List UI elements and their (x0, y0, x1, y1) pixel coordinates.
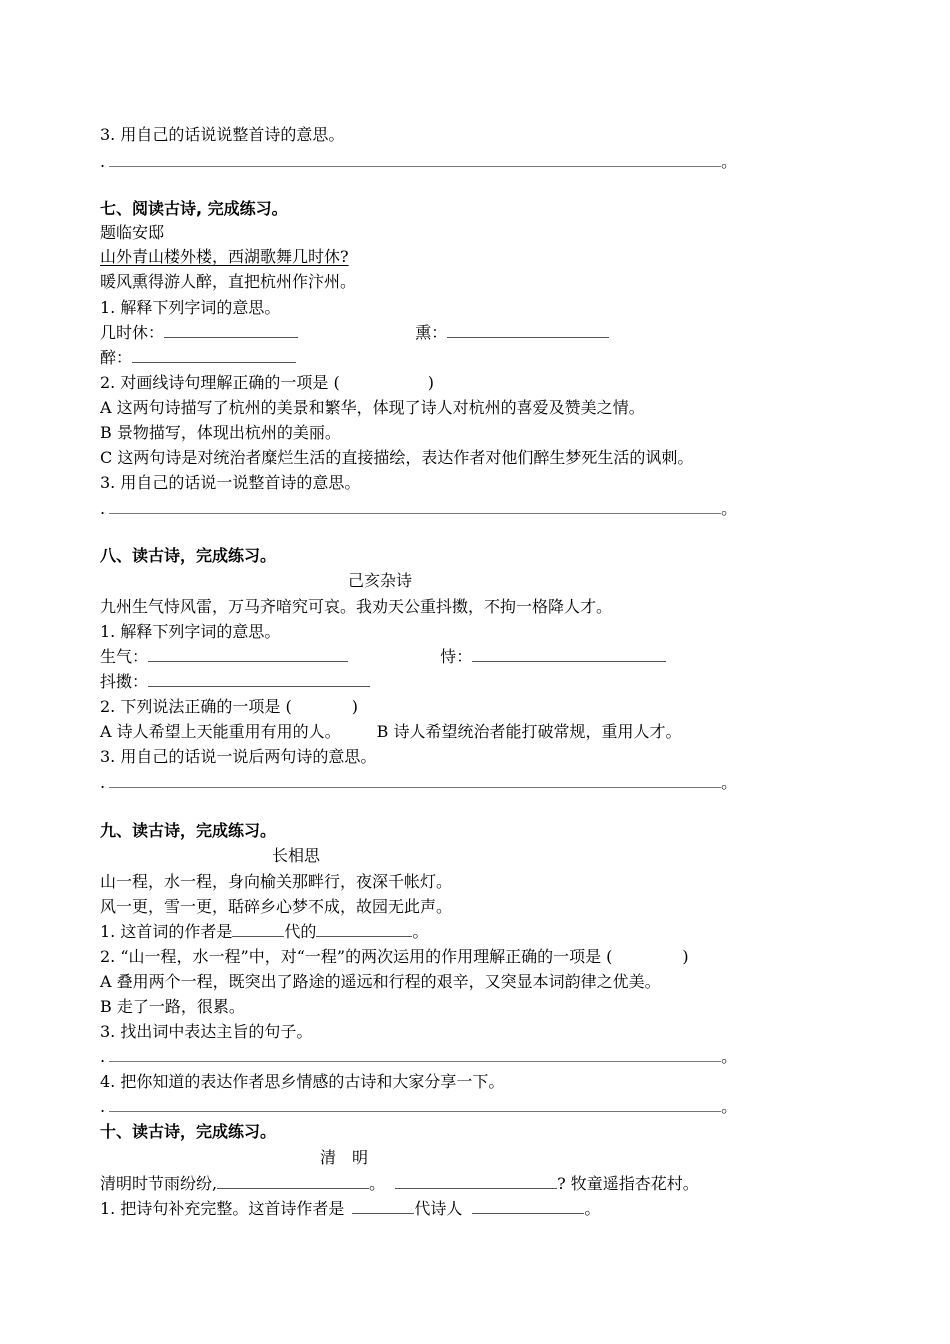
answer-lead: . (100, 1047, 106, 1066)
answer-rule (109, 1047, 721, 1062)
s9-question-2-text: 2. “山一程，水一程”中，对“一程”的两次运用的作用理解正确的一项是 ( (100, 947, 613, 966)
s7-question-2-text: 2. 对画线诗句理解正确的一项是 ( (100, 373, 340, 392)
s7-word-1-blank[interactable] (164, 323, 298, 338)
s7-word-3: 醉： (100, 348, 133, 367)
s9-question-1 (100, 921, 428, 943)
s8-question-2-text: 2. 下列说法正确的一项是 ( (100, 697, 292, 716)
answer-end: 。 (721, 773, 738, 792)
s9-question-2-close: ) (682, 947, 689, 966)
s9-answer-line-1[interactable] (100, 1046, 737, 1068)
s8-options (100, 721, 682, 743)
answer-lead: . (100, 1097, 106, 1116)
s9-question-4: 4. 把你知道的表达作者思乡情感的古诗和大家分享一下。 (100, 1072, 505, 1091)
answer-rule (109, 499, 721, 514)
s7-question-1: 1. 解释下列字词的意思。 (100, 298, 281, 317)
s8-word-2: 恃： (440, 647, 473, 666)
s8-question-2-close: ) (351, 697, 358, 716)
s10-poem-line (100, 1173, 699, 1195)
s10-line-part-c: ? 牧童遥指杏花村。 (557, 1174, 699, 1193)
s9-poem-line-2: 风一更，雪一更，聒碎乡心梦不成，故园无此声。 (100, 897, 453, 916)
s10-q1-blank-author[interactable] (472, 1199, 584, 1214)
s7-poem-line-2: 暖风熏得游人醉，直把杭州作汴州。 (100, 272, 357, 291)
s7-option-c: C 这两句诗是对统治者糜烂生活的直接描绘，表达作者对他们醉生梦死生活的讽刺。 (100, 448, 694, 467)
s9-option-b: B 走了一路，很累。 (100, 997, 245, 1016)
answer-rule (109, 773, 721, 788)
s8-word-row-2 (100, 671, 370, 693)
s7-question-2-close: ) (427, 373, 434, 392)
s10-q1-blank-dynasty[interactable] (352, 1199, 414, 1214)
answer-rule (109, 1097, 721, 1112)
s10-q1-text-c: 。 (584, 1199, 601, 1218)
s8-option-a: A 诗人希望上天能重用有用的人。 (100, 722, 341, 741)
answer-end: 。 (721, 1097, 738, 1116)
s8-question-2 (100, 696, 358, 718)
s6-question-3: 3. 用自己的话说说整首诗的意思。 (100, 125, 345, 144)
s7-question-3: 3. 用自己的话说一说整首诗的意思。 (100, 473, 361, 492)
s9-answer-line-2[interactable] (100, 1096, 737, 1118)
s7-word-2: 熏： (415, 323, 448, 342)
answer-lead: . (100, 499, 106, 518)
s10-line-blank-1[interactable] (217, 1174, 369, 1189)
s8-word-1: 生气： (100, 647, 149, 666)
s6-answer-line[interactable] (100, 151, 737, 173)
answer-end: 。 (721, 152, 738, 171)
s8-heading: 八、读古诗，完成练习。 (100, 546, 277, 565)
s7-poem-title: 题临安邸 (100, 223, 165, 242)
s9-q1-blank-author[interactable] (316, 922, 412, 937)
s7-option-b: B 景物描写，体现出杭州的美丽。 (100, 423, 341, 442)
s9-q1-text-c: 。 (412, 922, 429, 941)
answer-end: 。 (721, 1047, 738, 1066)
s9-question-3: 3. 找出词中表达主旨的句子。 (100, 1022, 313, 1041)
s10-q1-text-b: 代诗人 (414, 1199, 463, 1218)
s8-option-b: B 诗人希望统治者能打破常规，重用人才。 (376, 722, 682, 741)
s10-line-part-b: 。 (369, 1174, 386, 1193)
s10-line-blank-2[interactable] (395, 1174, 557, 1189)
s9-poem-title: 长相思 (272, 846, 321, 865)
s7-word-row-2 (100, 347, 296, 369)
s8-word-1-blank[interactable] (148, 647, 348, 662)
s10-question-1 (100, 1198, 600, 1220)
s7-word-2-blank[interactable] (447, 323, 609, 338)
s8-answer-line[interactable] (100, 772, 737, 794)
s8-word-3-blank[interactable] (148, 672, 370, 687)
s9-q1-text-b: 代的 (284, 922, 317, 941)
answer-lead: . (100, 773, 106, 792)
s8-poem-title: 己亥杂诗 (348, 571, 413, 590)
s7-word-row-1 (100, 322, 609, 344)
answer-rule (109, 152, 721, 167)
s7-word-1: 几时休： (100, 323, 165, 342)
s10-poem-title: 清 明 (320, 1148, 369, 1167)
s8-word-2-blank[interactable] (472, 647, 666, 662)
s10-line-part-a: 清明时节雨纷纷, (100, 1174, 218, 1193)
s9-heading: 九、读古诗，完成练习。 (100, 821, 277, 840)
s9-q1-text-a: 1. 这首词的作者是 (100, 922, 233, 941)
s8-question-3: 3. 用自己的话说一说后两句诗的意思。 (100, 747, 377, 766)
s9-poem-line-1: 山一程，水一程，身向榆关那畔行，夜深千帐灯。 (100, 872, 453, 891)
answer-end: 。 (721, 499, 738, 518)
answer-lead: . (100, 152, 106, 171)
s9-question-2 (100, 946, 689, 968)
s7-question-2 (100, 372, 434, 394)
s8-word-3: 抖擞： (100, 672, 149, 691)
s7-answer-line[interactable] (100, 498, 737, 520)
s9-q1-blank-dynasty[interactable] (232, 922, 284, 937)
s10-q1-text-a: 1. 把诗句补充完整。这首诗作者是 (100, 1199, 345, 1218)
s10-heading: 十、读古诗，完成练习。 (100, 1122, 277, 1141)
s7-word-3-blank[interactable] (132, 348, 296, 363)
s7-heading: 七、阅读古诗, 完成练习。 (100, 199, 288, 218)
s7-option-a: A 这两句诗描写了杭州的美景和繁华，体现了诗人对杭州的喜爱及赞美之情。 (100, 398, 645, 417)
s7-poem-line-1: 山外青山楼外楼，西湖歌舞几时休? (100, 247, 349, 266)
s8-poem: 九州生气恃风雷，万马齐喑究可哀。我劝天公重抖擞，不拘一格降人才。 (100, 597, 613, 616)
s8-question-1: 1. 解释下列字词的意思。 (100, 622, 281, 641)
s8-word-row-1 (100, 646, 666, 668)
s9-option-a: A 叠用两个一程，既突出了路途的遥远和行程的艰辛，又突显本词韵律之优美。 (100, 972, 661, 991)
